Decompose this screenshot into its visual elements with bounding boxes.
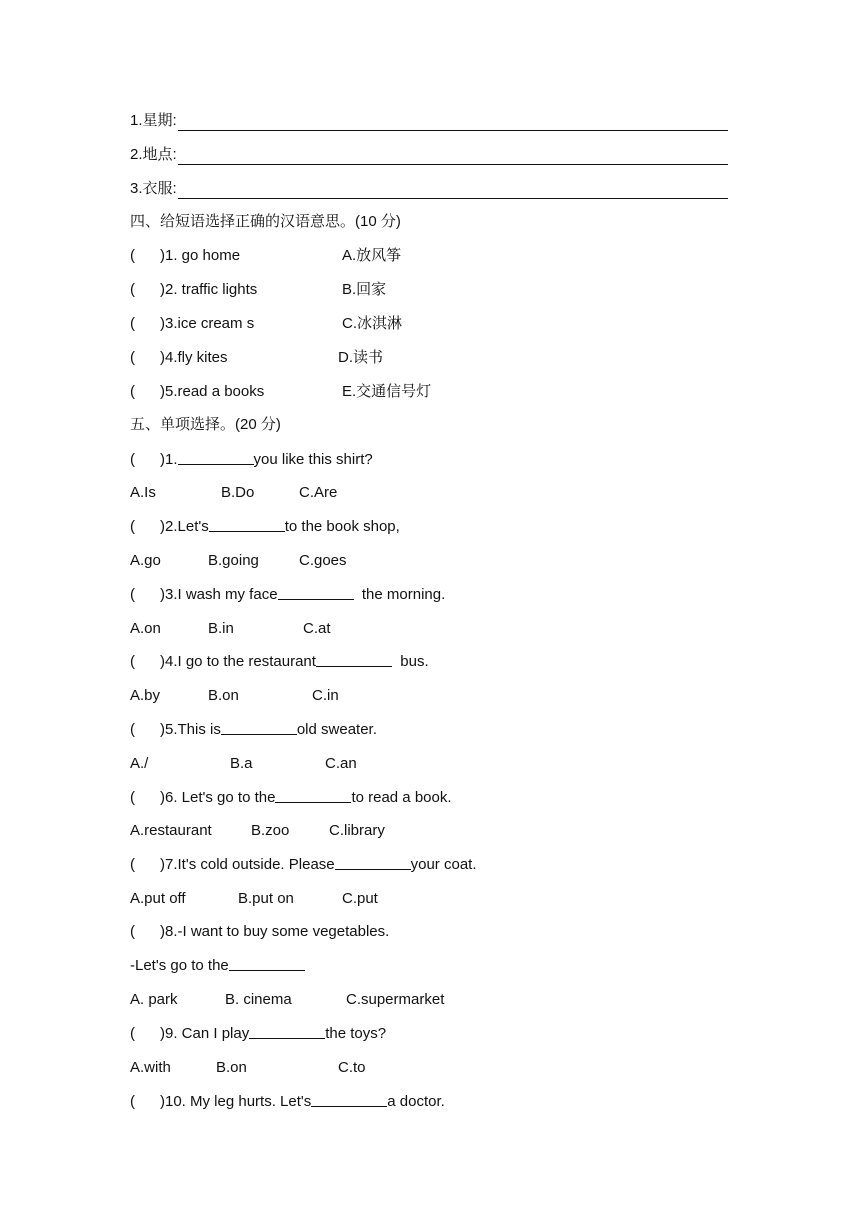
- meaning-option: D.读书: [338, 349, 384, 366]
- answer-paren[interactable]: (: [130, 315, 135, 332]
- answer-rule[interactable]: [178, 116, 728, 131]
- answer-paren[interactable]: (: [130, 789, 135, 806]
- question-text: )10. My leg hurts. Let's: [160, 1093, 312, 1110]
- question-text: )8.-I want to buy some vegetables.: [160, 923, 390, 940]
- option-a: A.put off: [130, 890, 186, 907]
- answer-paren[interactable]: (: [130, 383, 135, 400]
- matching-item: [130, 382, 530, 402]
- options-row: [130, 551, 530, 571]
- question-text: )2.Let's: [160, 518, 209, 535]
- question-5: [130, 720, 377, 740]
- question-text: )7.It's cold outside. Please: [160, 856, 335, 873]
- option-b: B. cinema: [225, 991, 292, 1008]
- option-a: A.Is: [130, 484, 156, 501]
- option-c: C.library: [329, 822, 385, 839]
- options-row: [130, 686, 530, 706]
- question-text: a doctor.: [387, 1093, 445, 1110]
- question-text: )3.I wash my face: [160, 586, 278, 603]
- options-row: [130, 754, 530, 774]
- option-b: B.on: [208, 687, 239, 704]
- question-9: [130, 1024, 386, 1044]
- option-a: A.by: [130, 687, 161, 704]
- options-row: [130, 821, 530, 841]
- phrase-text: )3.ice cream s: [160, 315, 255, 332]
- answer-paren[interactable]: (: [130, 1025, 135, 1042]
- matching-item: [130, 348, 530, 368]
- phrase-text: )4.fly kites: [160, 349, 228, 366]
- fill-line-clothes: [130, 179, 728, 199]
- option-c: C.at: [303, 620, 331, 637]
- answer-paren[interactable]: (: [130, 281, 135, 298]
- blank[interactable]: [275, 788, 351, 803]
- question-text: )1.: [160, 451, 178, 468]
- fill-line-label: 3.衣服:: [130, 180, 177, 197]
- option-b: B.zoo: [251, 822, 290, 839]
- answer-paren[interactable]: (: [130, 923, 135, 940]
- blank[interactable]: [209, 517, 285, 532]
- question-7: [130, 855, 477, 875]
- option-a: A./: [130, 755, 149, 772]
- blank[interactable]: [335, 855, 411, 870]
- meaning-option: A.放风筝: [342, 247, 402, 264]
- matching-item: [130, 246, 530, 266]
- question-4: [130, 652, 429, 672]
- question-text: -Let's go to the: [130, 957, 229, 974]
- question-10: [130, 1092, 445, 1112]
- option-c: C.supermarket: [346, 991, 445, 1008]
- options-row: [130, 1058, 530, 1078]
- meaning-option: C.冰淇淋: [342, 315, 403, 332]
- question-text: the morning.: [353, 586, 446, 603]
- question-3: [130, 585, 445, 605]
- options-row: [130, 619, 530, 639]
- question-8-line2: [130, 956, 305, 976]
- question-text: the toys?: [325, 1025, 387, 1042]
- options-row: [130, 483, 530, 503]
- option-c: C.to: [338, 1059, 366, 1076]
- meaning-option: E.交通信号灯: [342, 383, 432, 400]
- options-row: [130, 889, 530, 909]
- question-text: to read a book.: [351, 789, 452, 806]
- option-b: B.Do: [221, 484, 255, 501]
- answer-paren[interactable]: (: [130, 349, 135, 366]
- phrase-text: )1. go home: [160, 247, 241, 264]
- answer-paren[interactable]: (: [130, 586, 135, 603]
- option-a: A.go: [130, 552, 161, 569]
- meaning-option: B.回家: [342, 281, 387, 298]
- fill-line-place: [130, 145, 728, 165]
- phrase-text: )2. traffic lights: [160, 281, 258, 298]
- option-b: B.a: [230, 755, 253, 772]
- blank[interactable]: [229, 956, 305, 971]
- question-6: [130, 788, 452, 808]
- answer-paren[interactable]: (: [130, 247, 135, 264]
- option-b: B.going: [208, 552, 259, 569]
- blank[interactable]: [249, 1024, 325, 1039]
- section4-heading: 四、给短语选择正确的汉语意思。(10 分): [130, 213, 401, 230]
- fill-line-label: 1.星期:: [130, 112, 177, 129]
- option-a: A.on: [130, 620, 161, 637]
- option-b: B.on: [216, 1059, 247, 1076]
- question-text: to the book shop,: [284, 518, 400, 535]
- blank[interactable]: [316, 652, 392, 667]
- question-text: )9. Can I play: [160, 1025, 250, 1042]
- answer-rule[interactable]: [178, 184, 728, 199]
- question-text: bus.: [391, 653, 429, 670]
- question-text: )5.This is: [160, 721, 221, 738]
- answer-paren[interactable]: (: [130, 451, 135, 468]
- answer-paren[interactable]: (: [130, 856, 135, 873]
- question-8: [130, 922, 389, 942]
- answer-rule[interactable]: [178, 150, 728, 165]
- blank[interactable]: [278, 585, 354, 600]
- question-text: )6. Let's go to the: [160, 789, 276, 806]
- fill-line-label: 2.地点:: [130, 146, 177, 163]
- question-text: your coat.: [410, 856, 477, 873]
- option-c: C.goes: [299, 552, 347, 569]
- answer-paren[interactable]: (: [130, 1093, 135, 1110]
- answer-paren[interactable]: (: [130, 653, 135, 670]
- blank[interactable]: [311, 1092, 387, 1107]
- fill-line-weekday: [130, 111, 728, 131]
- matching-item: [130, 280, 530, 300]
- option-b: B.put on: [238, 890, 294, 907]
- question-text: )4.I go to the restaurant: [160, 653, 316, 670]
- answer-paren[interactable]: (: [130, 518, 135, 535]
- option-b: B.in: [208, 620, 234, 637]
- option-c: C.Are: [299, 484, 338, 501]
- option-c: C.in: [312, 687, 339, 704]
- phrase-text: )5.read a books: [160, 383, 265, 400]
- question-1: [130, 450, 373, 470]
- blank[interactable]: [178, 450, 254, 465]
- blank[interactable]: [221, 720, 297, 735]
- section5-heading: 五、单项选择。(20 分): [130, 416, 281, 433]
- question-text: you like this shirt?: [253, 451, 373, 468]
- option-c: C.put: [342, 890, 378, 907]
- option-a: A. park: [130, 991, 178, 1008]
- question-2: [130, 517, 400, 537]
- option-a: A.with: [130, 1059, 171, 1076]
- answer-paren[interactable]: (: [130, 721, 135, 738]
- option-c: C.an: [325, 755, 357, 772]
- options-row: [130, 990, 530, 1010]
- question-text: old sweater.: [296, 721, 377, 738]
- matching-item: [130, 314, 530, 334]
- option-a: A.restaurant: [130, 822, 212, 839]
